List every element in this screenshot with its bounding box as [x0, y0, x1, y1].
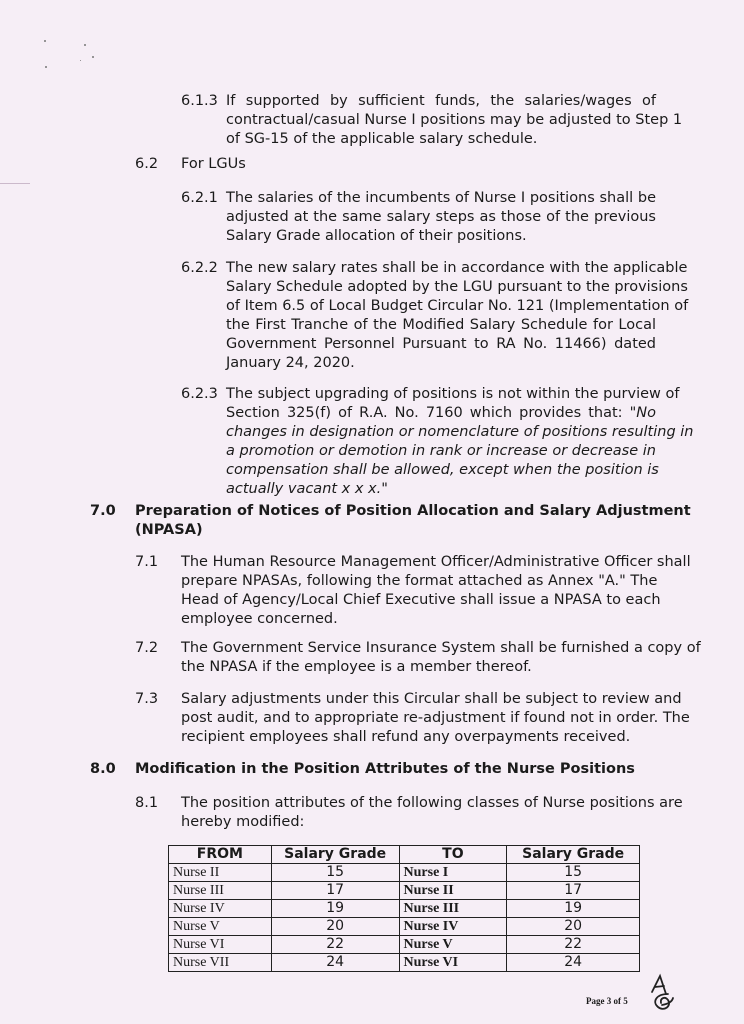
from-salary-grade: 15 [271, 864, 399, 882]
page-number: Page 3 of 5 [586, 996, 628, 1006]
section-8-0-heading: Modification in the Position Attributes of the Nurse Positions [135, 761, 635, 777]
to-position: Nurse V [399, 936, 507, 954]
section-6-2-3-text: The subject upgrading of positions is not within the purview of Section 325(f) of R.A. No. 7160 which provides that: "No changes in designation or nomenclature of positions resulting in a promotion or demotion in rank or increase or decrease in compensation shall be allowed, except when the position is actually vacant x x x." [226, 386, 694, 497]
section-6-1-3-text: If supported by sufficient funds, the salaries/wages of contractual/casual Nurse I positions may be adjusted to Step 1 of SG-15 of the applicable salary schedule. [226, 93, 683, 147]
section-7-0-heading: Preparation of Notices of Position Allocation and Salary Adjustment (NPASA) [135, 503, 691, 538]
from-salary-grade: 19 [271, 900, 399, 918]
to-salary-grade: 17 [507, 882, 640, 900]
from-salary-grade: 17 [271, 882, 399, 900]
from-salary-grade: 20 [271, 918, 399, 936]
column-header-salary-grade: Salary Grade [507, 846, 640, 864]
section-number: 8.0 [90, 761, 116, 777]
section-number: 7.2 [135, 640, 159, 656]
table-row [169, 918, 640, 936]
section-7-2-text: The Government Service Insurance System shall be furnished a copy of the NPASA if the employee is a member thereof. [181, 640, 701, 675]
to-position: Nurse VI [399, 954, 507, 972]
section-number: 6.2 [135, 156, 159, 172]
section-number: 7.0 [90, 503, 116, 519]
to-position: Nurse I [399, 864, 507, 882]
from-position: Nurse VI [169, 936, 272, 954]
from-position: Nurse VII [169, 954, 272, 972]
section-number: 7.1 [135, 554, 159, 570]
to-salary-grade: 20 [507, 918, 640, 936]
to-salary-grade: 24 [507, 954, 640, 972]
section-6-2-1-text: The salaries of the incumbents of Nurse I positions shall be adjusted at the same salary steps as those of the previous Salary Grade allocation of their positions. [226, 190, 656, 244]
table-row [169, 900, 640, 918]
from-salary-grade: 22 [271, 936, 399, 954]
column-header-salary-grade: Salary Grade [271, 846, 399, 864]
to-salary-grade: 19 [507, 900, 640, 918]
from-salary-grade: 24 [271, 954, 399, 972]
nurse-positions-table [168, 845, 640, 972]
section-6-2-title: For LGUs [181, 156, 246, 172]
table-row [169, 882, 640, 900]
section-number: 6.2.1 [181, 190, 218, 206]
from-position: Nurse IV [169, 900, 272, 918]
to-salary-grade: 15 [507, 864, 640, 882]
to-position: Nurse IV [399, 918, 507, 936]
section-8-1-text: The position attributes of the following classes of Nurse positions are hereby modified: [181, 795, 683, 830]
section-number: 7.3 [135, 691, 159, 707]
section-7-3-text: Salary adjustments under this Circular shall be subject to review and post audit, and to appropriate re-adjustment if found not in order. The recipient employees shall refund any overpayments received. [181, 691, 690, 745]
section-number: 6.2.3 [181, 386, 218, 402]
handwritten-initials-icon [646, 972, 678, 1016]
column-header-to: TO [399, 846, 507, 864]
to-salary-grade: 22 [507, 936, 640, 954]
to-position: Nurse III [399, 900, 507, 918]
from-position: Nurse III [169, 882, 272, 900]
section-number: 6.2.2 [181, 260, 218, 276]
section-7-1-text: The Human Resource Management Officer/Administrative Officer shall prepare NPASAs, following the format attached as Annex "A." The Head of Agency/Local Chief Executive shall issue a NPASA to each employee concerned. [181, 554, 691, 627]
section-number: 8.1 [135, 795, 159, 811]
from-position: Nurse II [169, 864, 272, 882]
section-6-2-2-text: The new salary rates shall be in accordance with the applicable Salary Schedule adopted by the LGU pursuant to the provisions of Item 6.5 of Local Budget Circular No. 121 (Implementation of the First Tranche of the Modified Salary Schedule for Local Government Personnel Pursuant to RA No. 11466) dated January 24, 2020. [226, 260, 689, 371]
margin-mark [0, 183, 30, 184]
from-position: Nurse V [169, 918, 272, 936]
table-row [169, 864, 640, 882]
to-position: Nurse II [399, 882, 507, 900]
column-header-from: FROM [169, 846, 272, 864]
table-header-row [169, 846, 640, 864]
table-row [169, 936, 640, 954]
section-number: 6.1.3 [181, 93, 218, 109]
table-row [169, 954, 640, 972]
